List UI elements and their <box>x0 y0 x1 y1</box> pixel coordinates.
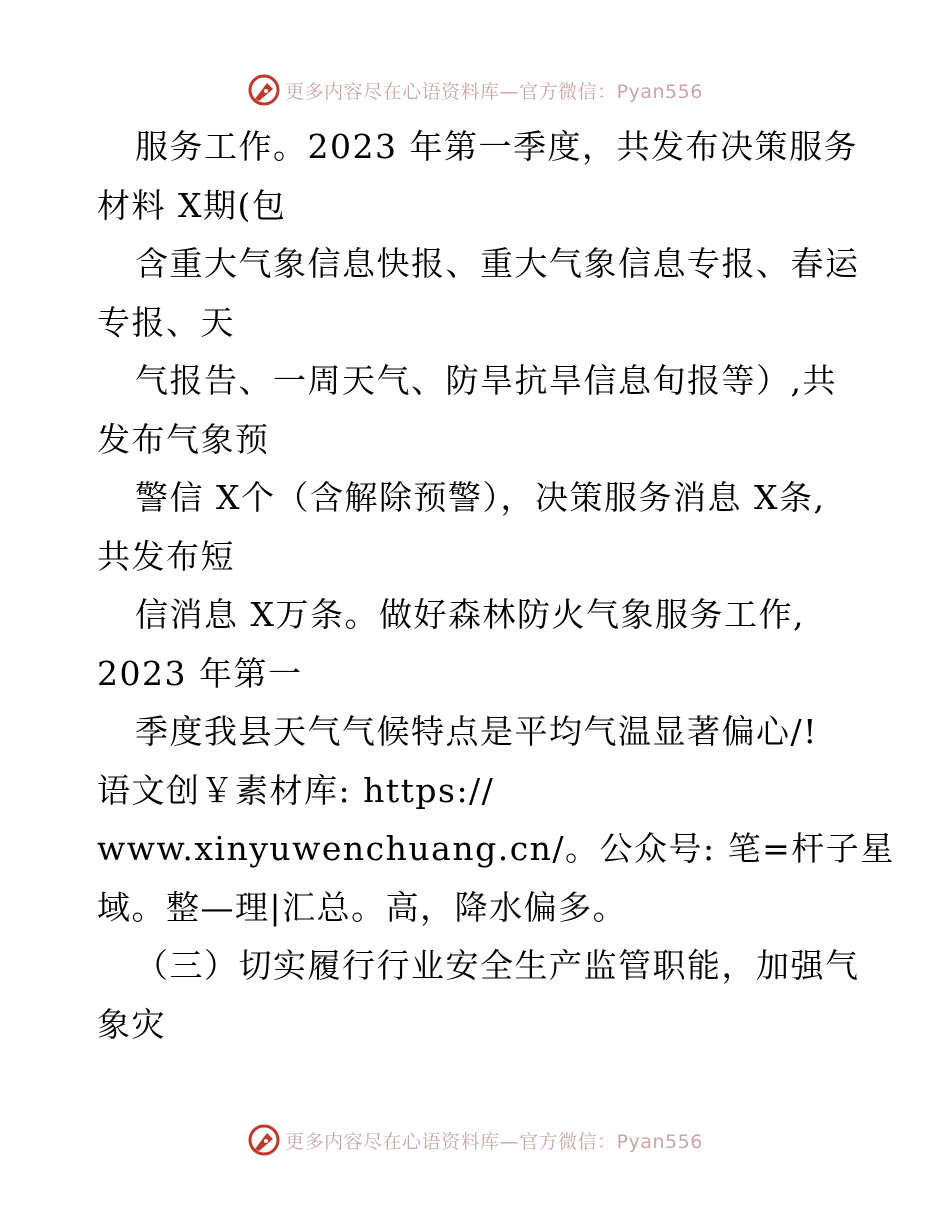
header-banner-text: 更多内容尽在心语资料库—官方微信：Pyan556 <box>285 80 703 103</box>
document-line: 含重大气象信息快报、重大气象信息专报、春运 <box>135 244 860 283</box>
document-line: 信消息 X万条。做好森林防火气象服务工作, <box>135 595 805 634</box>
document-line: 服务工作。2023 年第一季度，共发布决策服务 <box>135 127 858 166</box>
document-line: 发布气象预 <box>97 419 270 459</box>
document-line: 语文创￥素材库: https:// <box>97 770 495 810</box>
document-line: 气报告、一周天气、防旱抗旱信息旬报等）,共 <box>135 361 837 400</box>
document-line: www.xinyuwenchuang.cn/。公众号: 笔=杆子星 <box>97 829 895 868</box>
footer-banner <box>0 1120 950 1160</box>
pen-nib-circle-icon <box>247 1123 281 1157</box>
footer-banner-text: 更多内容尽在心语资料库—官方微信：Pyan556 <box>285 1130 703 1153</box>
document-body <box>97 118 895 1054</box>
document-line: 警信 X个（含解除预警），决策服务消息 X条, <box>135 478 826 517</box>
header-banner <box>0 70 950 110</box>
document-line: 专报、天 <box>97 302 235 342</box>
document-line: 2023 年第一 <box>97 653 303 693</box>
document-line: 象灾 <box>97 1004 166 1044</box>
document-line: 共发布短 <box>97 536 235 576</box>
pen-nib-circle-icon <box>247 73 281 107</box>
document-line: 季度我县天气气候特点是平均气温显著偏心/! <box>135 712 818 751</box>
document-line: 材料 X期(包 <box>97 185 287 225</box>
document-line: （三）切实履行行业安全生产监管职能，加强气 <box>135 946 860 985</box>
document-line: 域。整—理|汇总。高，降水偏多。 <box>97 887 628 927</box>
